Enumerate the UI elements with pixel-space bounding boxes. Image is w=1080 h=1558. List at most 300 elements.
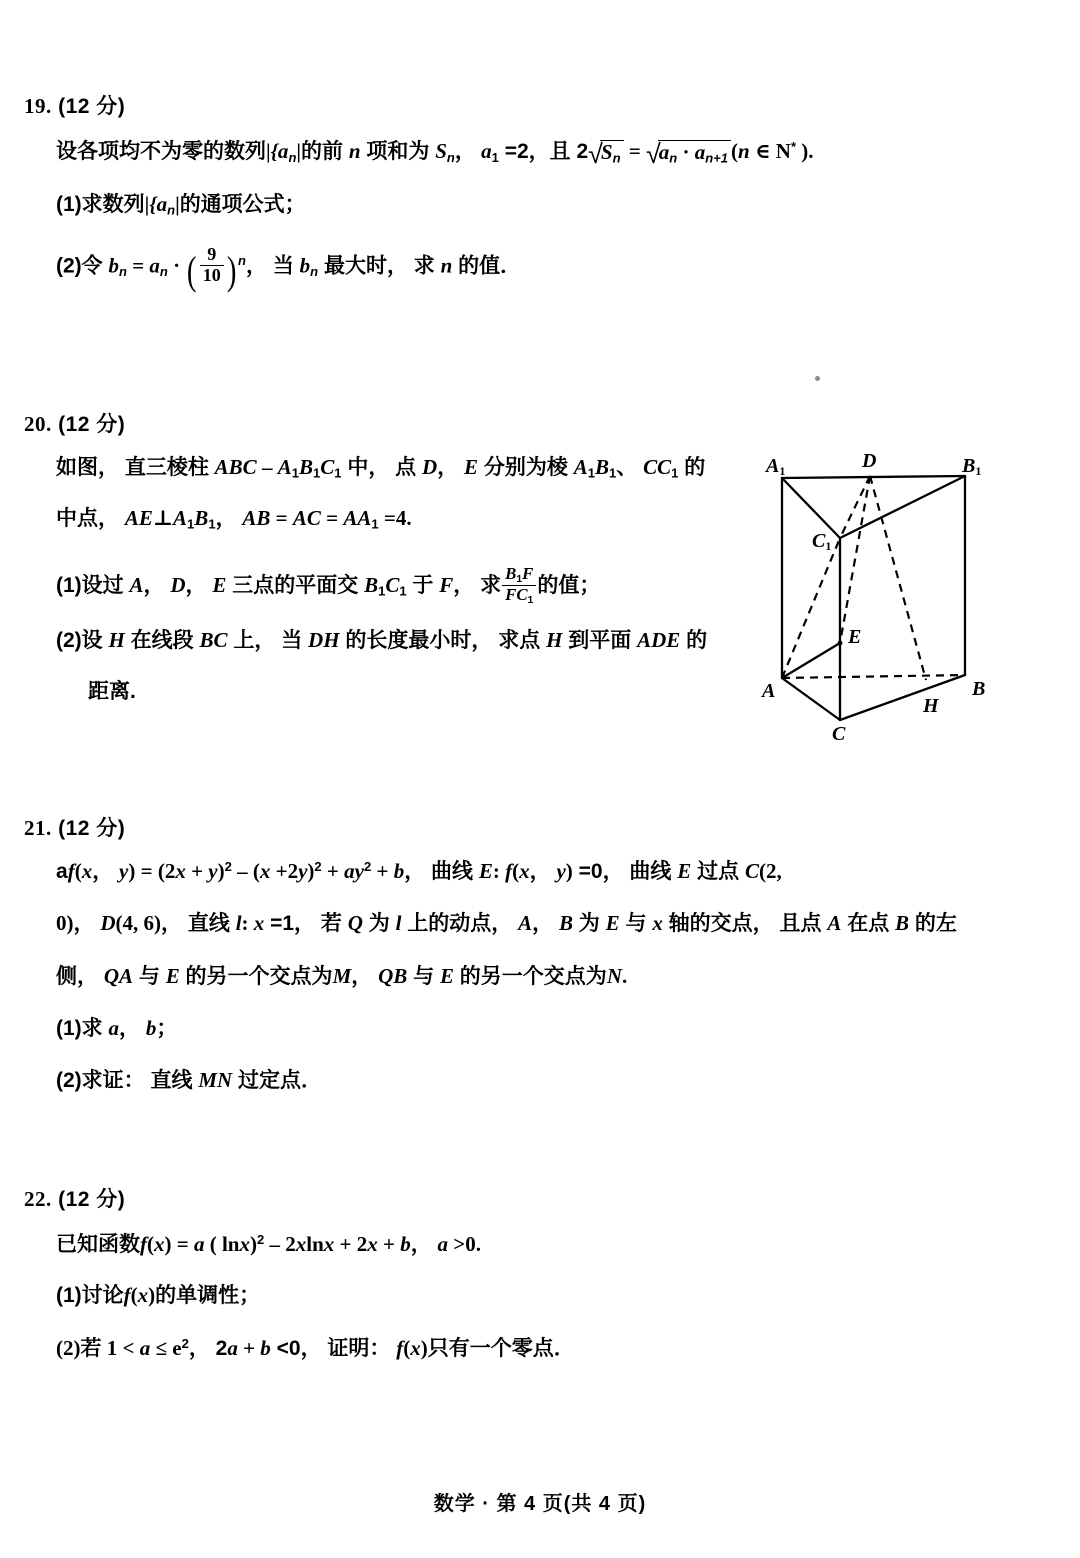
q21-l3-e: 与 [407, 965, 440, 988]
q19-radical-Sn: $√S_n$ [588, 141, 623, 168]
q19-p1-seq: {a [149, 192, 168, 216]
q21-l2-0: 0)， [56, 911, 95, 935]
q21-l2-x2: x [652, 911, 663, 935]
question-19-number: 19. [24, 94, 52, 118]
q19-tail-open: ( [731, 139, 739, 164]
q20-frac-num-B: B [505, 564, 517, 583]
q19-a1-sub: 1 [491, 149, 499, 165]
q21-p1-b: b [145, 1016, 157, 1040]
q22-p2-d: <0， 证明： [270, 1337, 397, 1361]
edge-A1-B1 [782, 476, 965, 478]
q22-p2-c: + [237, 1336, 261, 1361]
question-21-header [24, 812, 125, 842]
q20-frac-num [502, 565, 536, 586]
edge-A1-C1 [782, 478, 840, 538]
q22-pb: + [377, 1232, 401, 1257]
figure-label-E [848, 626, 861, 649]
q20-p2-H: H [108, 628, 125, 652]
q21-l2-b: 为 [362, 912, 396, 935]
q22-p2-cl: ) [420, 1336, 428, 1361]
q20-AA1: AA [343, 506, 372, 530]
q21-C: C [744, 859, 759, 884]
q22-eq: = [171, 1232, 194, 1257]
q20-p2-e: 到平面 [562, 629, 638, 652]
question-21-part-2 [56, 1070, 322, 1091]
q20-p2-BC: BC [199, 628, 228, 652]
q20-CC1: CC [643, 455, 672, 479]
q20-AC: AC [292, 506, 321, 530]
q22-p2-t: 只有一个零点． [427, 1337, 575, 1361]
q21-l3-g: . [621, 964, 628, 988]
q19-rad1-body: S [600, 140, 613, 165]
q21-x3: x [259, 859, 271, 884]
q21-l3-a: 侧， [56, 965, 104, 988]
q22-p2-le: ≤ e [150, 1336, 182, 1361]
q20-C1s: 1 [334, 465, 342, 481]
q20-A1s: 1 [291, 465, 299, 481]
q22-p1-a: (1)讨论 [56, 1284, 124, 1307]
q19-p1-seq-sub: n [167, 202, 176, 218]
q20-fraction-B1F-FC1 [502, 565, 536, 606]
q20-eq3: =4. [378, 506, 412, 530]
q21-l2-E: E [605, 911, 620, 935]
figure-label-C1-letter: C [812, 530, 826, 552]
q19-radical-anan1: $√a_n \cdot a_{n+1}$ [646, 141, 731, 168]
figure-label-A1-sub: 1 [779, 464, 786, 478]
q21-b: b [393, 859, 405, 884]
q20-A1B1-As: 1 [587, 465, 595, 481]
q21-a: a [344, 859, 355, 884]
figure-label-B1 [962, 455, 981, 479]
q19-frac-den: 10 [202, 264, 221, 285]
question-19-part-2 [56, 244, 522, 294]
q19-p2-b-sub: n [119, 264, 127, 280]
q20-AE: AE [124, 506, 153, 530]
figure-label-C [832, 723, 845, 746]
edge-D-H-hidden [870, 476, 926, 680]
q20-p2-H2: H [546, 628, 563, 652]
q21-p2-a: (2)求证： 直线 [56, 1069, 199, 1092]
q19-rad2-a-sub: n [669, 150, 678, 166]
q19-equals: = [623, 139, 647, 164]
question-22-stem [56, 1233, 481, 1255]
q19-rad2-b: a [694, 140, 706, 165]
figure-label-C-letter: C [832, 723, 846, 745]
q21-l2-l: l [235, 911, 242, 935]
q22-o: ( [147, 1232, 154, 1257]
question-19-header [24, 90, 125, 120]
q22-m: – 2 [264, 1232, 296, 1257]
q19-p2-a-sub: n [159, 264, 168, 280]
q19-p2-n: n [440, 253, 453, 278]
q22-p1-o: ( [130, 1283, 138, 1307]
q20-B1s: 1 [312, 465, 321, 481]
question-20-stem-line-1 [56, 457, 705, 480]
q19-seq-sub: n [288, 149, 297, 165]
figure-label-B-letter: B [972, 678, 986, 700]
q21-eq: = (2 [135, 859, 176, 884]
q22-cm: ， [410, 1233, 438, 1257]
q19-paren-open: ( [187, 248, 197, 294]
q21-l2-A: A [518, 911, 533, 935]
q19-p2-end: 的值． [452, 254, 522, 278]
question-21-stem-line-3 [56, 966, 627, 987]
q20-p1-a: (1)设过 [56, 573, 130, 597]
q19-p1-lead: (1)求数列 [56, 193, 145, 216]
q19-comma: ， [454, 139, 482, 164]
q20-l2-A1s: 1 [187, 516, 195, 532]
q21-y2: y [208, 859, 218, 884]
q22-x3: x [295, 1232, 307, 1257]
q20-frac-num-F: F [522, 564, 534, 583]
q21-l2-l2: l [395, 911, 402, 935]
q21-l2-c: 上的动点， [401, 912, 519, 935]
q22-c: ) [164, 1232, 172, 1257]
question-22-header [24, 1183, 125, 1213]
q20-l1-c: ， [437, 456, 465, 479]
question-20-part-2-line-2: 距离. [88, 680, 136, 703]
q20-p2-f: 的 [680, 629, 708, 652]
q20-l2-a: 中点， [56, 507, 125, 530]
figure-label-A [762, 680, 775, 703]
question-21-stem-line-2 [56, 913, 957, 934]
q20-frac-den-FC: FC [505, 585, 528, 605]
q21-y4: y [354, 859, 364, 884]
page-footer: 数学 · 第 4 页(共 4 页) [433, 1493, 647, 1515]
figure-label-A1-letter: A [766, 455, 780, 477]
q22-p1-c: ) [148, 1283, 156, 1307]
q21-comma2: ， [529, 860, 557, 884]
q19-p2-b2: b [299, 253, 311, 278]
q21-p2-b: 过定点． [232, 1069, 323, 1092]
q21-cl2: ) [217, 859, 225, 884]
q19-S-sub: n [446, 149, 455, 165]
q19-tail-close: ). [796, 139, 814, 164]
q22-p1-x: x [137, 1283, 149, 1307]
q19-seq: {a [270, 139, 289, 164]
q21-close: ) [128, 859, 136, 884]
q19-tail-star: * [790, 139, 797, 154]
q21-p1-a: (1)求 [56, 1017, 109, 1040]
q22-f: f [140, 1232, 147, 1257]
q20-CC1s: 1 [671, 465, 679, 481]
q20-A1B1-A: A [573, 455, 588, 479]
q21-tail1: ， 曲线 [404, 860, 479, 884]
q21-l3-c: 的另一个交点为 [179, 965, 333, 988]
q22-ln: ln [306, 1232, 324, 1257]
q22-p2-b2: b [260, 1336, 271, 1361]
q21-y3: y [298, 859, 308, 884]
q21-x4: x [519, 859, 530, 884]
q19-p2-b: b [108, 253, 119, 278]
q20-p1-c4: ， 求 [453, 573, 502, 597]
q21-E: E [478, 859, 493, 884]
q19-tail-in: ∈ [749, 139, 776, 164]
q21-l2-Q: Q [347, 911, 363, 935]
q21-l2-h: 在点 [841, 912, 896, 935]
q20-p1-F: F [439, 572, 454, 597]
q21-close2: ) [565, 859, 573, 884]
q20-eq1: = [270, 506, 293, 530]
edge-A-C [782, 678, 840, 720]
q22-av: a [193, 1232, 205, 1257]
figure-label-B1-sub: 1 [975, 464, 982, 478]
q21-M: M [332, 964, 352, 988]
q22-p2-a2: a [139, 1336, 151, 1361]
q20-AA1s: 1 [371, 516, 379, 532]
q20-l1-b: 中， 点 [341, 456, 423, 479]
q20-p2-ADE: ADE [637, 628, 681, 652]
q21-plusa: + [321, 859, 345, 884]
figure-label-A-letter: A [762, 680, 776, 702]
q20-l2-b: ， [215, 507, 243, 530]
q22-p2-b: ， 2 [188, 1337, 228, 1361]
q21-l2-a: 直线 [182, 912, 236, 935]
q19-stem-prefix: 设各项均不为零的数列 [56, 140, 266, 164]
question-20-points: (12 分) [58, 413, 126, 436]
question-21-part-1 [56, 1018, 177, 1039]
q19-S: S [435, 139, 447, 164]
q21-l2-A2: A [827, 911, 842, 935]
q21-f2: f [505, 859, 513, 884]
q21-N: N [606, 964, 622, 988]
q21-l3-b: 与 [133, 965, 166, 988]
q20-p2-DH: DH [308, 628, 340, 652]
q21-plus2: +2 [270, 859, 299, 884]
q20-l1-a: 如图， 直三棱柱 [56, 456, 215, 479]
scan-artifact-speck [815, 376, 820, 381]
q19-p2-eq: = [126, 253, 150, 278]
q19-rad2-b-sub: n+1 [705, 150, 729, 166]
q20-ABC: ABC [214, 455, 257, 479]
figure-label-B1-letter: B [962, 455, 976, 477]
q20-p1-C1: C [385, 572, 400, 597]
figure-label-C1 [812, 530, 831, 554]
q22-lp: ( ln [204, 1232, 240, 1257]
question-22-part-2 [56, 1337, 575, 1359]
q21-open2: ( [512, 859, 520, 884]
figure-label-E-letter: E [848, 626, 862, 648]
q20-l2-B1: B [194, 506, 209, 530]
question-22-number: 22. [24, 1187, 52, 1211]
q20-dash: – [256, 455, 278, 479]
q21-l2-Dval: (4, 6)， [115, 911, 183, 935]
q20-p2-b: 在线段 [124, 629, 200, 652]
q21-l1-a: a [56, 860, 68, 884]
q19-mid2: 项和为 [360, 140, 436, 164]
q21-l2-B: B [558, 911, 573, 935]
q19-a1: a [481, 139, 492, 164]
q19-n: n [348, 139, 361, 164]
q22-b: b [400, 1232, 411, 1257]
question-22-part-1 [56, 1285, 260, 1306]
q22-p1-t: 的单调性； [155, 1284, 261, 1307]
q21-QB: QB [378, 964, 408, 988]
q22-p: + 2 [334, 1232, 368, 1257]
q21-l2-eq1: =1， 若 [264, 912, 348, 935]
q22-x: x [154, 1232, 165, 1257]
q21-p1-a2: a [108, 1016, 119, 1040]
figure-label-A1 [766, 455, 785, 479]
q19-exp: n [238, 253, 246, 269]
q19-p2-b2-sub: n [310, 264, 319, 280]
q19-mid: 的前 [301, 140, 349, 164]
q21-l2-x: x [253, 911, 265, 935]
q21-x: x [81, 859, 93, 884]
q19-rad1-sub: n [612, 150, 621, 166]
q20-l1-d: 分别为棱 [478, 456, 574, 479]
q19-p2-dot: · [167, 253, 186, 278]
q21-open: ( [74, 859, 82, 884]
q21-cl3: ) [307, 859, 315, 884]
q19-fraction-9-10 [200, 245, 224, 285]
q22-x5: x [367, 1232, 378, 1257]
edge-D-E-hidden [840, 476, 870, 643]
q20-l2-B1s: 1 [208, 516, 216, 532]
q20-l1-e: 、 [616, 456, 644, 479]
question-19-part-1: (1)求数列$|\{a_n|$的通项公式； [56, 192, 306, 218]
q20-B1: B [298, 455, 313, 479]
q21-QA: QA [103, 964, 134, 988]
q22-x2: x [239, 1232, 250, 1257]
q21-comma: ， [92, 860, 120, 884]
q20-D: D [422, 455, 438, 479]
question-20-number: 20. [24, 412, 52, 436]
q19-paren-close: ) [226, 248, 237, 294]
q20-l2-A1: A [173, 506, 188, 530]
q21-MN: MN [198, 1068, 233, 1092]
q20-p1-c1: ， [143, 573, 171, 597]
figure-label-H-letter: H [923, 695, 939, 717]
q22-l1-a: 已知函数 [56, 1233, 140, 1257]
q22-sq: 2 [256, 1232, 265, 1247]
q19-p2-lead: (2)令 [56, 254, 109, 278]
q20-frac-num-Bs: 1 [516, 573, 523, 585]
q22-p2-sq: 2 [181, 1336, 189, 1351]
q21-l2-colon: : [241, 911, 254, 935]
q19-eq2: =2，且 2 [498, 140, 589, 164]
q20-p1-B1: B [364, 572, 379, 597]
q20-p1-A: A [129, 572, 144, 597]
question-20-header [24, 408, 125, 438]
q21-l3-E: E [165, 964, 180, 988]
q20-p1-c2: ， [185, 573, 213, 597]
q22-p2-a3: a [227, 1336, 238, 1361]
q21-l2-g: 轴的交点， 且点 [662, 912, 828, 935]
question-20-part-1 [56, 565, 600, 606]
question-21-number: 21. [24, 816, 52, 840]
q19-rad2-a: a [658, 140, 670, 165]
q19-p1-tail: 的通项公式； [179, 193, 306, 216]
q21-y: y [119, 859, 129, 884]
q20-p1-tail: 的值； [537, 573, 601, 597]
q19-p2-mid: ， 当 [245, 254, 300, 278]
edge-C1-B1 [840, 476, 965, 538]
edge-A-B-hidden [782, 675, 965, 678]
prism-diagram [740, 430, 1060, 760]
q20-p1-B1s: 1 [378, 583, 386, 599]
q22-x4: x [323, 1232, 335, 1257]
q21-p1-d: ； [156, 1017, 178, 1040]
q20-p2-d: 的长度最小时， 求点 [339, 629, 547, 652]
q22-rp: ) [249, 1232, 257, 1257]
q21-sq1: 2 [224, 859, 232, 874]
q21-y5: y [556, 859, 566, 884]
edge-A-C1-hidden [782, 538, 840, 678]
point-E-dot [838, 641, 843, 646]
q19-tail-n: n [738, 139, 750, 164]
q22-p2-o: ( [403, 1336, 411, 1361]
q21-l2-e: 为 [572, 912, 606, 935]
q20-p1-c3: 于 [406, 573, 440, 597]
figure-label-D [862, 450, 876, 473]
question-20-stem-line-2 [56, 508, 412, 531]
q20-l1-f: 的 [678, 456, 706, 479]
q22-p2-x: x [410, 1336, 421, 1361]
q20-E: E [464, 455, 479, 479]
figure-label-C1-sub: 1 [825, 539, 832, 553]
q20-p1-D: D [170, 572, 186, 597]
q21-E2: E [677, 859, 692, 884]
figure-label-B [972, 678, 985, 701]
question-19-points: (12 分) [58, 95, 126, 118]
q20-p1-E: E [212, 572, 227, 597]
question-21-points: (12 分) [58, 817, 126, 840]
figure-label-H [923, 695, 939, 718]
q21-l2-f: 与 [619, 912, 653, 935]
q20-perp: ⊥ [152, 506, 174, 530]
q20-p1-C1s: 1 [399, 583, 407, 599]
question-22-points: (12 分) [58, 1188, 126, 1211]
q21-eq0: =0， 曲线 [572, 860, 678, 884]
question-19-stem: 设各项均不为零的数列$|\{a_n|$的前 n 项和为 $S_n$， a1 =2，且 $2√S_n = √a_n \cdot a_{n+1}$ (n ∈ N* ). [56, 138, 814, 169]
q20-C1: C [320, 455, 335, 479]
q20-p2-c: 上， 当 [227, 629, 309, 652]
q21-l2-d: ， [532, 912, 559, 935]
point-markers [838, 641, 843, 646]
q21-plus: + [185, 859, 209, 884]
q21-f: f [67, 859, 75, 884]
question-20-part-2 [56, 630, 707, 651]
edge-A-E [782, 643, 840, 678]
q21-l2-B2: B [895, 911, 910, 935]
q19-frac-num: 9 [200, 245, 224, 266]
prism-solid-edges [782, 476, 965, 720]
q21-p1-c: ， [119, 1017, 146, 1040]
q20-eq2: = [320, 506, 344, 530]
q20-frac-den-s: 1 [527, 595, 534, 607]
q19-rad2-dot: · [677, 140, 695, 165]
q21-l2-i: 的左 [909, 912, 957, 935]
q22-gt: >0. [448, 1232, 481, 1257]
figure-label-D-letter: D [862, 450, 877, 472]
q19-tail-N: N [775, 139, 791, 164]
q21-colon: : [492, 859, 506, 884]
q21-l3-d: ， [351, 965, 379, 988]
q20-A1B1-B: B [594, 455, 609, 479]
q20-frac-den [502, 586, 536, 606]
q20-A1: A [277, 455, 292, 479]
q20-A1B1-Bs: 1 [609, 465, 617, 481]
q20-AB: AB [242, 506, 271, 530]
q21-Cval: (2, [758, 859, 782, 884]
edge-C-B [840, 675, 965, 720]
q19-p2-a: a [149, 253, 160, 278]
q21-minus: – ( [231, 859, 260, 884]
q22-a2: a [437, 1232, 449, 1257]
q19-p2-tail: 最大时， 求 [318, 254, 441, 278]
q21-l3-f: 的另一个交点为 [453, 965, 607, 988]
